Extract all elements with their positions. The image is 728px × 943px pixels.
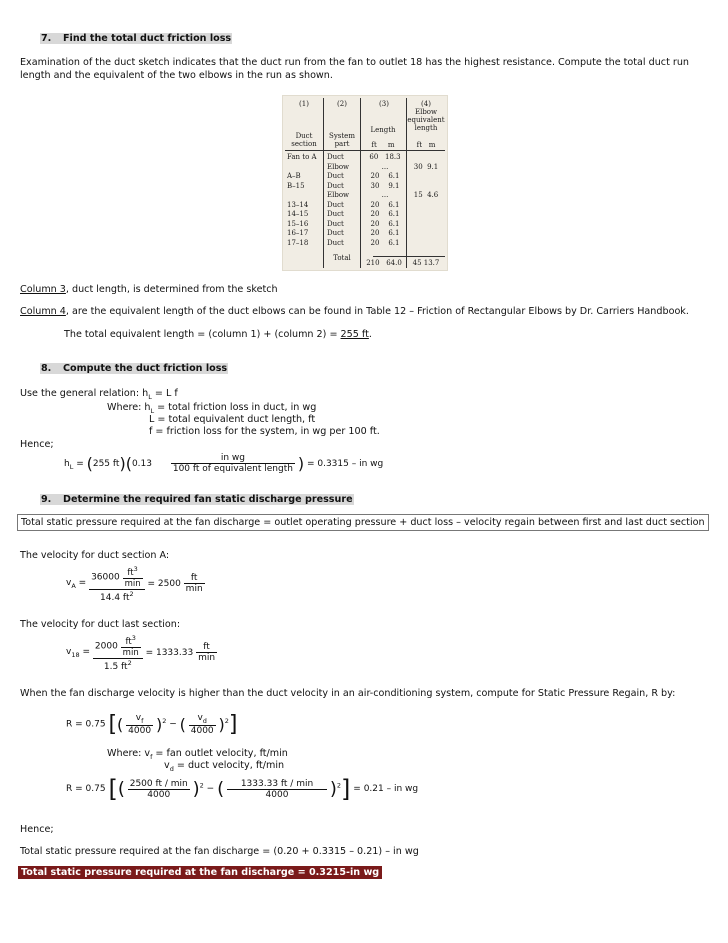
table-cell-col1-9: 17–18 xyxy=(287,238,309,247)
table-cell-col2-2: Duct xyxy=(327,172,344,180)
friction-loss-equation: $h_L = (255$ ft)(0.13 $\frac{\text{in wg}}{\text{100 ft of equivalent length}}$ ) = 0.3315 – in wg xyxy=(64,453,384,474)
where-hl: Where: $h_L$ = total friction loss in duct, in wg xyxy=(107,402,317,415)
table-cell-col3-6: 20 6.1 xyxy=(370,210,400,218)
table-cell-col2-5: Duct xyxy=(327,200,344,209)
table-cell-col2-0: Duct xyxy=(327,153,344,161)
table-cell-col3-0: 60 18.3 xyxy=(369,153,401,161)
column-4-note: Column 4, are the equivalent length of the duct elbows can be found in Table 12 – Friction of Rectangular Elbows by Dr. Carriers Handbook. xyxy=(20,306,689,317)
section-7-intro-line1: Examination of the duct sketch indicates that the duct run from the fan to outlet 18 has the highest resistance. Compute the total duct run xyxy=(20,57,689,68)
table-cell-col2-9: Duct xyxy=(327,238,344,247)
regain-where-vf: Where: $v_f$ = fan outlet velocity, ft/min xyxy=(107,748,288,761)
table-cell-col1-5: 13–14 xyxy=(287,200,309,209)
duct-length-table: (1) (2) (3) (4) Elbow equivalent length Length Duct section System part ft m ft m Fan to A Duct 60 18.3 Elbow ... 30 9.1 A–B Duct 20 6.1 B–15 Duct 30 9.1 Elbow ... 15 4.6 13–14 Duct 20 6.1 14–15 Duct 20 6.1 15–16 Duct 20 6.1 16–17 Duct 20 6.1 17–18 Duct 20 6.1 Total 210 64.0 45 13.7 xyxy=(282,95,448,271)
table-cell-col2-3: Duct xyxy=(327,181,344,190)
table-cell-col1-6: 14–15 xyxy=(287,210,309,218)
table-cell-col4-1: 30 9.1 xyxy=(413,162,439,171)
table-cell-col2-4: Elbow xyxy=(327,191,350,199)
table-cell-col1-8: 16–17 xyxy=(287,229,309,237)
total-static-pressure-calc: Total static pressure required at the fan discharge = (0.20 + 0.3315 – 0.21) – in wg xyxy=(20,846,419,857)
section-7-intro-line2: length and the equivalent of the two elbows in the run as shown. xyxy=(20,70,333,81)
table-cell-col3-2: 20 6.1 xyxy=(370,172,400,180)
table-cell-col3-3: 30 9.1 xyxy=(370,181,400,190)
table-cell-col3-9: 20 6.1 xyxy=(370,238,400,247)
section-9-heading: 9. Determine the required fan static discharge pressure xyxy=(41,494,353,505)
velocity-last-section-equation: $v_{18}$ = 2000 $\frac{ft^3}{\min}$ 1.5 $ft^2$ = 1333.33 $\frac{ft}{\min}$ xyxy=(66,634,216,672)
table-cell-col2-1: Elbow xyxy=(327,162,350,171)
where-l: L = total equivalent duct length, ft xyxy=(149,414,316,425)
total-equivalent-length: The total equivalent length = (column 1) + (column 2) = 255 ft. xyxy=(64,329,372,340)
general-relation: Use the general relation: $h_L = L$ f xyxy=(20,388,178,401)
velocity-section-a-label: The velocity for duct section A: xyxy=(20,550,170,561)
table-cell-col4-4: 15 4.6 xyxy=(413,191,439,199)
velocity-last-section-label: The velocity for duct last section: xyxy=(20,619,181,630)
table-cell-col1-2: A–B xyxy=(287,172,301,180)
table-cell-col3-7: 20 6.1 xyxy=(370,219,400,228)
table-cell-col3-4: ... xyxy=(381,191,389,199)
column-3-note: Column 3, duct length, is determined from the sketch xyxy=(20,284,278,295)
table-cell-col3-1: ... xyxy=(381,162,389,171)
hence-2: Hence; xyxy=(20,824,54,835)
regain-explanation: When the fan discharge velocity is higher than the duct velocity in an air-conditioning system, compute for Static Pressure Regain, R by: xyxy=(20,688,676,699)
static-pressure-definition: Total static pressure required at the fan discharge = outlet operating pressure + duct loss – velocity regain between first and last duct section xyxy=(17,514,709,531)
regain-calculation: R = 0.75 [( $\frac{2500 ft / \min}{4000}$ )$^2$ − ( $\frac{1333.33 ft / \min}{4000}$ )$^2$] = 0.21 – in wg xyxy=(66,775,419,803)
hence-1: Hence; xyxy=(20,439,54,450)
section-7-heading: 7. Find the total duct friction loss xyxy=(41,33,232,44)
table-cell-col1-0: Fan to A xyxy=(287,153,317,161)
table-cell-col1-3: B–15 xyxy=(287,181,305,190)
table-cell-col2-7: Duct xyxy=(327,219,344,228)
table-cell-col3-5: 20 6.1 xyxy=(370,200,400,209)
table-cell-col3-8: 20 6.1 xyxy=(370,229,400,237)
section-8-heading: 8. Compute the duct friction loss xyxy=(41,363,228,374)
final-result: Total static pressure required at the fan discharge = 0.3215-in wg xyxy=(18,867,382,878)
table-cell-col2-8: Duct xyxy=(327,229,344,237)
table-cell-col2-6: Duct xyxy=(327,210,344,218)
where-f: f = friction loss for the system, in wg per 100 ft. xyxy=(149,426,380,437)
velocity-section-a-equation: $v_A$ = 36000 $\frac{ft^3}{\min}$ 14.4 $ft^2$ = 2500 $\frac{ft}{\min}$ xyxy=(66,565,203,603)
regain-where-vd: $v_d$ = duct velocity, ft/min xyxy=(164,760,285,773)
regain-formula: R = 0.75 [( $\frac{v_f}{4000}$ )$^2$ − ( $\frac{v_d}{4000}$ )$^2$] xyxy=(66,712,238,737)
table-cell-col1-7: 15–16 xyxy=(287,219,309,228)
